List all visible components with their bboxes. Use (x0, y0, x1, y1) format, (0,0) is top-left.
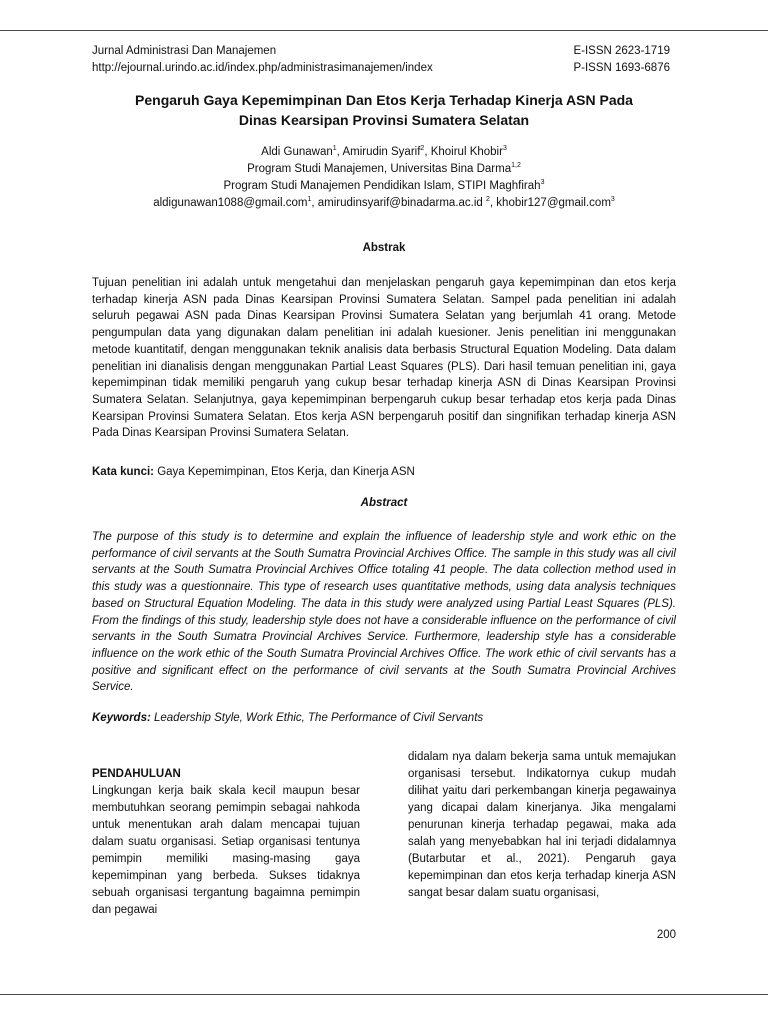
email-3-sup: 3 (610, 196, 615, 204)
email-1-sup: 1 (307, 196, 312, 204)
keywords-label: Keywords: (92, 712, 151, 724)
paper-title-line2: Dinas Kearsipan Provinsi Sumatera Selatan (238, 112, 530, 128)
author-3: Khoirul Khobir (430, 146, 503, 158)
author-sep: , (424, 146, 431, 158)
email-2[interactable]: , amirudinsyarif@binadarma.ac.id (311, 197, 487, 209)
bottom-rule (0, 994, 768, 995)
paper-title (92, 90, 676, 130)
affiliation-1-text: Program Studi Manajemen, Universitas Bina Darma (247, 163, 512, 175)
section-heading: PENDAHULUAN (92, 768, 181, 780)
kata-kunci-label: Kata kunci: (92, 466, 154, 478)
body-left-text: Lingkungan kerja baik skala kecil maupun besar membutuhkan seorang pemimpin sebagai nahkoda untuk menentukan arah dalam mencapai tujuan dalam suatu organisasi. Setiap organisasi tentunya pemimpin memiliki masing-masing gaya kepemimpinan yang berbeda. Sukses tidaknya sebuah organisasi tergantung bagaimna pemimpin dan pegawai (92, 785, 360, 916)
body-column-right (408, 749, 676, 902)
author-1: Aldi Gunawan (261, 146, 333, 158)
email-3[interactable]: , khobir127@gmail.com (489, 197, 611, 209)
keywords-text: Leadership Style, Work Ethic, The Performance of Civil Servants (150, 712, 484, 724)
email-1[interactable]: aldigunawan1088@gmail.com (153, 197, 308, 209)
abstract-text: The purpose of this study is to determine and explain the influence of leadership style and work ethic on the performance of civil servants at the South Sumatra Provincial Archives Office. The sample in this study was all civil servants at the South Sumatra Provincial Archives Office totaling 41 people. The data collection method used in this study was a questionnaire. This type of research uses quantitative methods, using data analysis techniques based on Structural Equation Modeling. The data in this study were analyzed using Partial Least Squares (PLS). From the findings of this study, leadership style does not have a considerable influence on the performance of civil servants in the South Sumatra Provincial Archives Service. Furthermore, leadership style has a considerable influence on the work ethic of the South Sumatra Provincial Archives Office. The work ethic of civil servants has a positive and significant effect on the performance of civil servants at the South Sumatra Provincial Archives Service. (92, 531, 676, 694)
journal-url[interactable]: http://ejournal.urindo.ac.id/index.php/administrasimanajemen/index (92, 62, 433, 74)
keywords (92, 710, 676, 726)
author-3-sup: 3 (502, 145, 507, 153)
page-number: 200 (656, 929, 676, 941)
author-emails (92, 195, 676, 212)
journal-name: Jurnal Administrasi Dan Manajemen (92, 45, 277, 57)
affiliation-2-sup: 3 (540, 179, 545, 187)
top-rule (0, 30, 768, 31)
kata-kunci-text: Gaya Kepemimpinan, Etos Kerja, dan Kinerja ASN (154, 466, 415, 478)
author-2: Amirudin Syarif (342, 146, 421, 158)
email-2-sup: 2 (486, 196, 490, 204)
abstrak-heading: Abstrak (362, 242, 406, 254)
abstrak-text: Tujuan penelitian ini adalah untuk mengetahui dan menjelaskan pengaruh gaya kepemimpinan dan etos kerja terhadap kinerja ASN pada Dinas Kearsipan Provinsi Sumatera Selatan. Sampel pada penelitian ini adalah seluruh pegawai ASN pada Dinas Kearsipan Provinsi Sumatera Selatan yang berjumlah 41 orang. Metode pengumpulan data yang digunakan dalam penelitian ini adalah kuesioner. Jenis penelitian ini menggunakan metode kuantitatif, dengan menggunakan teknik analisis data berbasis Structural Equation Modeling. Data dalam penelitian ini dianalisis dengan menggunakan Partial Least Squares (PLS). Dari hasil temuan penelitian ini, gaya kepemimpinan tidak memiliki pengaruh yang cukup besar terhadap kinerja ASN di Dinas Kearsipan Provinsi Sumatera Selatan. Selanjutnya, gaya kepemimpinan berpengaruh cukup besar terhadap etos kerja pada Dinas Kearsipan Provinsi Sumatera Selatan. Etos kerja ASN berpengaruh positif dan singnifikan terhadap kinerja ASN Pada Dinas Kearsipan Provinsi Sumatera Selatan. (92, 277, 676, 440)
paper-title-line1: Pengaruh Gaya Kepemimpinan Dan Etos Kerja Terhadap Kinerja ASN Pada (135, 92, 633, 108)
author-2-sup: 2 (420, 145, 425, 153)
body-right-text: didalam nya dalam bekerja sama untuk memajukan organisasi tersebut. Indikatornya cukup mudah dilihat yaitu dari perkembangan kinerja pegawainya yang dicapai dalam kinerjanya. Jika mengalami penurunan kinerja terhadap pegawai, maka ada salah yang menyebabkan hal ini terjadi didalamnya (Butarbutar et al., 2021). Pengaruh gaya kepemimpinan dan etos kerja terhadap kinerja ASN sangat besar dalam suatu organisasi, (408, 751, 676, 899)
abstract-heading: Abstract (360, 497, 408, 509)
header-left (92, 43, 433, 77)
body-column-left (92, 766, 360, 919)
header-right (573, 43, 670, 77)
author-sep: , (336, 146, 343, 158)
author-block (92, 144, 676, 212)
kata-kunci (92, 464, 676, 480)
eissn: E-ISSN 2623-1719 (573, 45, 670, 57)
author-names (92, 144, 676, 161)
affiliation-2-text: Program Studi Manajemen Pendidikan Islam, STIPI Maghfirah (223, 180, 541, 192)
author-1-sup: 1 (332, 145, 337, 153)
pissn: P-ISSN 1693-6876 (573, 62, 670, 74)
affiliation-1-sup: 1,2 (511, 162, 521, 170)
affiliation-2 (92, 178, 676, 195)
affiliation-1 (92, 161, 676, 178)
